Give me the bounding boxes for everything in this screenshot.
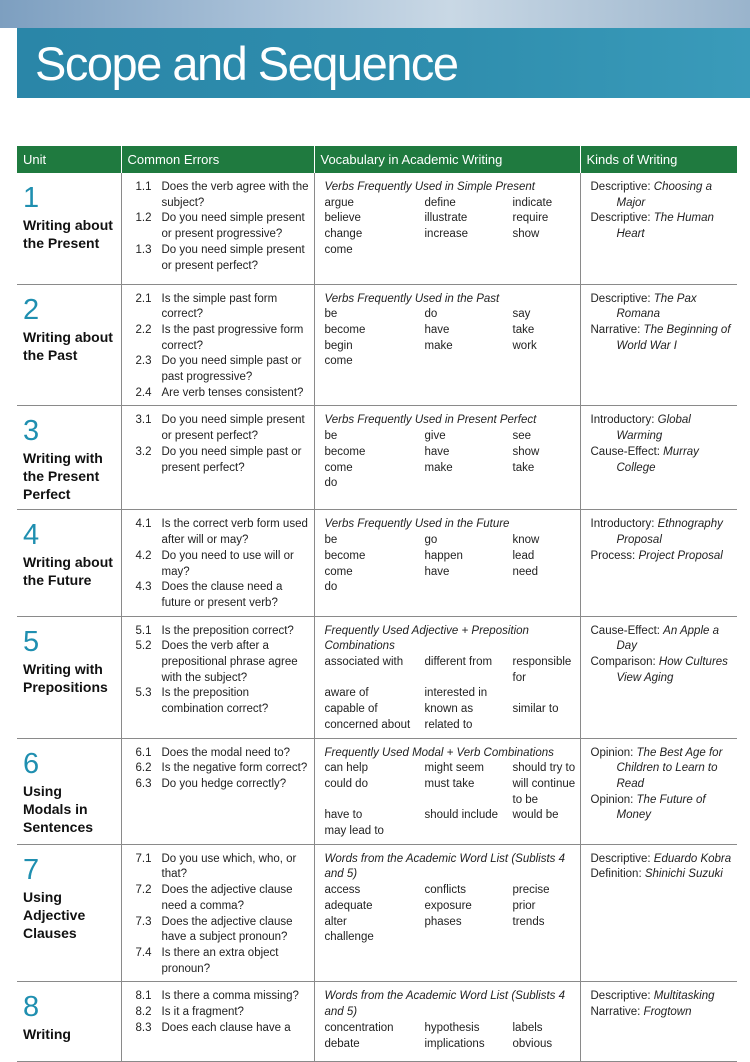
vocab-word: have [424, 323, 450, 336]
error-number: 3.2 [135, 445, 152, 458]
vocab-list [325, 761, 576, 840]
vocab-word: should try to [512, 762, 576, 775]
vocab-word: challenge [324, 931, 374, 944]
vocabulary-cell [314, 406, 580, 510]
writing-kind-title: The Beginning of World War I [616, 323, 731, 352]
error-text: Is it a fragment? [161, 1006, 244, 1019]
common-errors-cell [121, 406, 314, 510]
unit-title: Using Adjective Clauses [23, 888, 86, 941]
header-common-errors: Common Errors [121, 146, 314, 173]
writing-kind-title: The Best Age for Children to Learn to Read [616, 746, 723, 790]
writing-kind-title: An Apple a Day [616, 624, 719, 653]
kinds-of-writing-cell [580, 616, 737, 738]
vocab-word: must take [424, 777, 475, 790]
vocabulary-cell [314, 844, 580, 982]
vocab-word: happen [424, 549, 463, 562]
writing-kind-label: Descriptive: [590, 292, 654, 305]
common-errors-cell [121, 616, 314, 738]
error-item [136, 989, 312, 1005]
unit-title: Using Modals in Sentences [23, 782, 94, 835]
writing-kind [591, 445, 734, 476]
writing-kind [591, 180, 734, 211]
vocab-word: responsible for [512, 656, 572, 684]
error-text: Is the simple past form correct? [161, 292, 278, 321]
error-number: 7.4 [135, 947, 152, 959]
error-item [136, 292, 312, 323]
vocabulary-cell [314, 173, 580, 284]
header-photo-strip [0, 0, 750, 28]
error-number: 2.2 [135, 323, 152, 336]
vocab-list [325, 1021, 576, 1052]
vocabulary-cell [314, 510, 580, 616]
vocab-heading: Words from the Academic Word List (Sublists 4 and 5) [324, 852, 566, 881]
error-text: Is the correct verb form used after will or may? [161, 518, 308, 547]
page-title: Scope and Sequence [35, 37, 458, 90]
writing-kind-label: Opinion: [590, 746, 637, 759]
vocab-word: known as [424, 703, 474, 716]
unit-number: 5 [23, 625, 40, 658]
vocab-word: make [424, 339, 453, 352]
vocab-word [513, 686, 583, 702]
writing-kind-title: Murray College [616, 445, 699, 474]
error-text: Does the clause need a future or present verb? [161, 581, 283, 609]
unit-title: Writing about the Present [23, 217, 113, 251]
vocab-list [325, 307, 576, 370]
vocab-word: exposure [424, 899, 472, 912]
error-text: Do you need simple present or present perfect? [161, 243, 305, 272]
error-number: 3.1 [135, 414, 152, 427]
error-number: 2.1 [135, 292, 152, 305]
unit-number: 1 [23, 182, 40, 214]
writing-kind [591, 655, 734, 686]
vocab-word: implications [424, 1037, 485, 1050]
vocab-word: can help [324, 762, 368, 775]
vocab-word: take [512, 461, 535, 474]
vocab-word: go [424, 534, 438, 547]
vocab-word: interested in [424, 687, 488, 700]
writing-kind [591, 211, 734, 242]
vocab-word: similar to [512, 703, 559, 716]
writing-kind [591, 989, 734, 1005]
error-item [136, 549, 312, 580]
vocab-word: aware of [324, 687, 369, 700]
error-text: Is there an extra object pronoun? [161, 947, 279, 975]
kinds-of-writing-cell [580, 510, 737, 616]
writing-kind-label: Cause-Effect: [590, 624, 664, 637]
vocab-word: show [512, 445, 540, 458]
error-number: 6.2 [135, 762, 152, 775]
vocab-word: come [324, 461, 353, 474]
vocab-word: should include [424, 809, 499, 822]
error-text: Do you use which, who, or that? [161, 852, 297, 881]
vocab-word: need [512, 565, 539, 578]
vocab-word: labels [512, 1021, 543, 1034]
vocab-word: say [512, 308, 531, 321]
error-number: 7.1 [135, 852, 152, 865]
unit-number: 6 [23, 747, 40, 780]
error-number: 1.1 [135, 181, 152, 193]
kinds-of-writing-cell [580, 982, 737, 1062]
writing-kind [591, 624, 734, 655]
unit-title: Writing [23, 1026, 71, 1043]
error-number: 2.4 [135, 386, 152, 399]
header-kinds-of-writing: Kinds of Writing [580, 146, 737, 173]
error-text: Do you need simple present or present perfect? [161, 414, 305, 443]
table-row [17, 173, 737, 284]
error-number: 5.1 [135, 624, 152, 637]
error-item [136, 761, 312, 777]
vocab-word: might seem [424, 762, 484, 775]
vocab-word: associated with [324, 656, 404, 669]
writing-kind-label: Introductory: [590, 518, 658, 531]
vocab-heading: Words from the Academic Word List (Sublists 4 and 5) [324, 990, 566, 1019]
vocab-word: would be [512, 809, 559, 822]
vocab-word: argue [324, 196, 354, 209]
vocab-word: adequate [324, 899, 373, 912]
unit-cell [17, 616, 121, 738]
kinds-of-writing-cell [580, 738, 737, 844]
vocab-word: related to [424, 718, 473, 731]
writing-kind-title: Shinichi Suzuki [644, 868, 723, 881]
writing-kind [591, 1005, 734, 1021]
error-number: 1.3 [135, 243, 152, 256]
vocab-word: obvious [512, 1037, 553, 1050]
unit-title: Writing with Prepositions [23, 660, 108, 695]
error-number: 1.2 [135, 212, 152, 225]
unit-cell [17, 738, 121, 844]
vocab-word: have [424, 445, 450, 458]
error-item [136, 413, 312, 444]
unit-number: 2 [23, 293, 40, 326]
writing-kind [591, 517, 734, 548]
header-unit: Unit [17, 146, 121, 173]
writing-kind-title: The Pax Romana [616, 292, 697, 321]
table-row [17, 616, 737, 738]
vocab-word: access [324, 884, 361, 897]
writing-kind-title: Project Proposal [638, 549, 723, 562]
common-errors-cell [121, 738, 314, 844]
table-header-row [17, 146, 737, 173]
writing-kind [591, 323, 734, 354]
unit-number: 3 [23, 415, 40, 448]
vocab-word: illustrate [424, 212, 468, 225]
vocab-word: be [324, 534, 338, 547]
writing-kind-title: Eduardo Kobra [653, 852, 732, 865]
unit-cell [17, 510, 121, 616]
vocab-list [325, 533, 576, 596]
writing-kind-label: Narrative: [590, 1006, 644, 1019]
vocab-word: give [424, 430, 446, 443]
vocabulary-cell [314, 982, 580, 1062]
error-number: 5.2 [135, 640, 152, 653]
writing-kind-label: Descriptive: [590, 212, 654, 225]
vocab-word: hypothesis [424, 1021, 480, 1034]
vocab-heading: Verbs Frequently Used in the Past [324, 292, 500, 305]
error-number: 8.1 [135, 990, 152, 1003]
error-item [136, 386, 312, 402]
vocab-word: come [324, 355, 353, 368]
unit-number: 7 [23, 853, 40, 886]
vocabulary-cell [314, 284, 580, 406]
vocab-word [513, 718, 583, 734]
vocab-word: come [324, 565, 353, 578]
unit-number: 4 [23, 519, 40, 552]
error-text: Is the preposition combination correct? [161, 687, 269, 716]
error-item [136, 624, 312, 640]
scope-sequence-table [17, 146, 737, 1062]
vocab-word: require [512, 212, 549, 225]
writing-kind [591, 549, 734, 565]
unit-cell [17, 173, 121, 284]
vocab-word: do [424, 308, 438, 321]
vocab-word: phases [424, 915, 462, 928]
vocab-word: work [512, 339, 537, 352]
error-text: Is the past progressive form correct? [161, 323, 304, 352]
error-number: 4.1 [135, 518, 152, 531]
common-errors-cell [121, 284, 314, 406]
common-errors-cell [121, 173, 314, 284]
error-text: Does the modal need to? [161, 746, 291, 759]
writing-kind-label: Process: [590, 549, 639, 562]
unit-cell [17, 284, 121, 406]
writing-kind-label: Narrative: [590, 323, 644, 336]
vocab-word: concerned about [324, 718, 411, 731]
error-item [136, 746, 312, 762]
error-number: 6.3 [135, 777, 152, 790]
header-vocabulary: Vocabulary in Academic Writing [314, 146, 580, 173]
table-row [17, 738, 737, 844]
error-text: Is the negative form correct? [161, 762, 308, 775]
vocabulary-cell [314, 616, 580, 738]
vocab-word: conflicts [424, 884, 467, 897]
error-item [136, 354, 312, 385]
vocab-word: be [324, 430, 338, 443]
title-banner [17, 28, 750, 98]
error-text: Do you need simple past or present perfect? [161, 445, 302, 474]
vocab-word: begin [324, 339, 353, 352]
writing-kind-label: Introductory: [590, 414, 658, 427]
vocab-word: be [324, 308, 338, 321]
error-item [136, 1021, 312, 1037]
vocab-word: trends [512, 915, 545, 928]
error-item [136, 580, 312, 611]
vocab-heading: Frequently Used Adjective + Preposition Combinations [324, 624, 529, 653]
writing-kind-label: Descriptive: [590, 990, 654, 1003]
vocab-word: become [324, 323, 366, 336]
vocab-heading: Verbs Frequently Used in Present Perfect [324, 414, 537, 427]
writing-kind [591, 413, 734, 444]
unit-cell [17, 406, 121, 510]
vocab-word: may lead to [324, 825, 384, 838]
vocab-word: have to [324, 809, 363, 822]
vocab-word: come [324, 243, 353, 256]
error-number: 7.3 [135, 915, 152, 928]
writing-kind-title: Multitasking [653, 990, 715, 1003]
vocabulary-cell [314, 738, 580, 844]
vocab-list [325, 429, 576, 492]
kinds-of-writing-cell [580, 844, 737, 982]
writing-kind-title: Global Warming [616, 414, 691, 443]
writing-kind [591, 746, 734, 793]
writing-kind [591, 292, 734, 323]
error-item [136, 686, 312, 717]
error-item [136, 180, 312, 211]
error-text: Does each clause have a [161, 1021, 291, 1034]
error-item [136, 852, 312, 883]
writing-kind-label: Descriptive: [590, 852, 654, 865]
error-number: 4.2 [135, 549, 152, 562]
writing-kind-label: Definition: [590, 868, 645, 881]
vocab-word: do [324, 477, 338, 490]
writing-kind-title: Frogtown [643, 1006, 692, 1019]
vocab-word: take [512, 323, 535, 336]
vocab-word: increase [424, 228, 468, 241]
common-errors-cell [121, 982, 314, 1062]
vocab-word: concentration [324, 1021, 394, 1034]
table-row [17, 844, 737, 982]
error-item [136, 445, 312, 476]
vocab-word: know [512, 534, 540, 547]
writing-kind-label: Cause-Effect: [590, 445, 664, 458]
error-number: 4.3 [135, 581, 152, 594]
error-item [136, 243, 312, 274]
vocab-list [325, 196, 576, 259]
vocab-word: become [324, 445, 366, 458]
vocab-word: show [512, 228, 540, 241]
error-item [136, 777, 312, 793]
writing-kind-label: Opinion: [590, 793, 637, 806]
vocab-list [325, 655, 576, 734]
error-item [136, 517, 312, 548]
unit-number: 8 [23, 991, 40, 1024]
common-errors-cell [121, 510, 314, 616]
vocab-word: alter [324, 915, 347, 928]
unit-title: Writing about the Past [23, 328, 113, 363]
writing-kind-title: The Future of Money [616, 793, 706, 822]
error-item [136, 639, 312, 686]
table-row [17, 406, 737, 510]
unit-title: Writing about the Future [23, 554, 113, 589]
error-item [136, 323, 312, 354]
error-text: Does the verb agree with the subject? [161, 181, 309, 209]
writing-kind [591, 793, 734, 824]
vocab-word: indicate [512, 196, 553, 209]
vocab-word: define [424, 196, 456, 209]
vocab-list [325, 883, 576, 946]
kinds-of-writing-cell [580, 173, 737, 284]
table-row [17, 510, 737, 616]
error-text: Does the adjective clause need a comma? [161, 884, 293, 912]
unit-title: Writing with the Present Perfect [23, 450, 103, 503]
table-row [17, 982, 737, 1062]
vocab-word: believe [324, 212, 361, 225]
error-item [136, 883, 312, 914]
writing-kind-title: Ethnography Proposal [616, 518, 723, 547]
error-text: Does the adjective clause have a subject pronoun? [161, 915, 293, 944]
error-number: 7.2 [135, 884, 152, 897]
error-text: Are verb tenses consistent? [161, 386, 304, 399]
vocab-word: become [324, 549, 366, 562]
unit-cell [17, 844, 121, 982]
kinds-of-writing-cell [580, 406, 737, 510]
vocab-word: will continue to be [512, 777, 576, 806]
vocab-word: see [512, 430, 532, 443]
error-number: 8.2 [135, 1006, 152, 1019]
writing-kind-label: Comparison: [590, 656, 659, 669]
error-item [136, 1005, 312, 1021]
error-number: 5.3 [135, 687, 152, 700]
writing-kind-title: Choosing a Major [616, 181, 712, 209]
error-text: Is there a comma missing? [161, 990, 299, 1003]
vocab-heading: Verbs Frequently Used in the Future [324, 518, 510, 531]
vocab-word: capable of [324, 703, 378, 716]
error-item [136, 211, 312, 242]
writing-kind [591, 852, 734, 868]
vocab-word: different from [424, 656, 493, 669]
error-text: Do you hedge correctly? [161, 777, 287, 790]
vocab-word: have [424, 565, 450, 578]
vocab-word: lead [512, 549, 535, 562]
writing-kind [591, 867, 734, 883]
error-number: 2.3 [135, 355, 152, 368]
error-text: Do you need simple past or past progressive? [161, 355, 302, 384]
writing-kind-title: How Cultures View Aging [616, 656, 728, 684]
error-number: 8.3 [135, 1021, 152, 1034]
vocab-word: could do [324, 777, 368, 790]
error-item [136, 915, 312, 946]
vocab-word: change [324, 228, 363, 241]
vocab-word: do [324, 581, 338, 594]
vocab-word: prior [512, 899, 536, 912]
error-text: Do you need to use will or may? [161, 549, 294, 578]
error-text: Does the verb after a prepositional phrase agree with the subject? [161, 640, 298, 684]
table-row [17, 284, 737, 406]
vocab-word: debate [324, 1037, 360, 1050]
vocab-heading: Verbs Frequently Used in Simple Present [324, 181, 536, 193]
common-errors-cell [121, 844, 314, 982]
writing-kind-title: The Human Heart [616, 212, 714, 241]
vocab-heading: Frequently Used Modal + Verb Combinations [324, 746, 554, 759]
kinds-of-writing-cell [580, 284, 737, 406]
vocab-word: precise [512, 884, 550, 897]
vocab-word: make [424, 461, 453, 474]
error-number: 6.1 [135, 746, 152, 759]
error-text: Do you need simple present or present progressive? [161, 212, 305, 241]
unit-cell [17, 982, 121, 1062]
error-text: Is the preposition correct? [161, 624, 294, 637]
writing-kind-label: Descriptive: [590, 181, 654, 193]
